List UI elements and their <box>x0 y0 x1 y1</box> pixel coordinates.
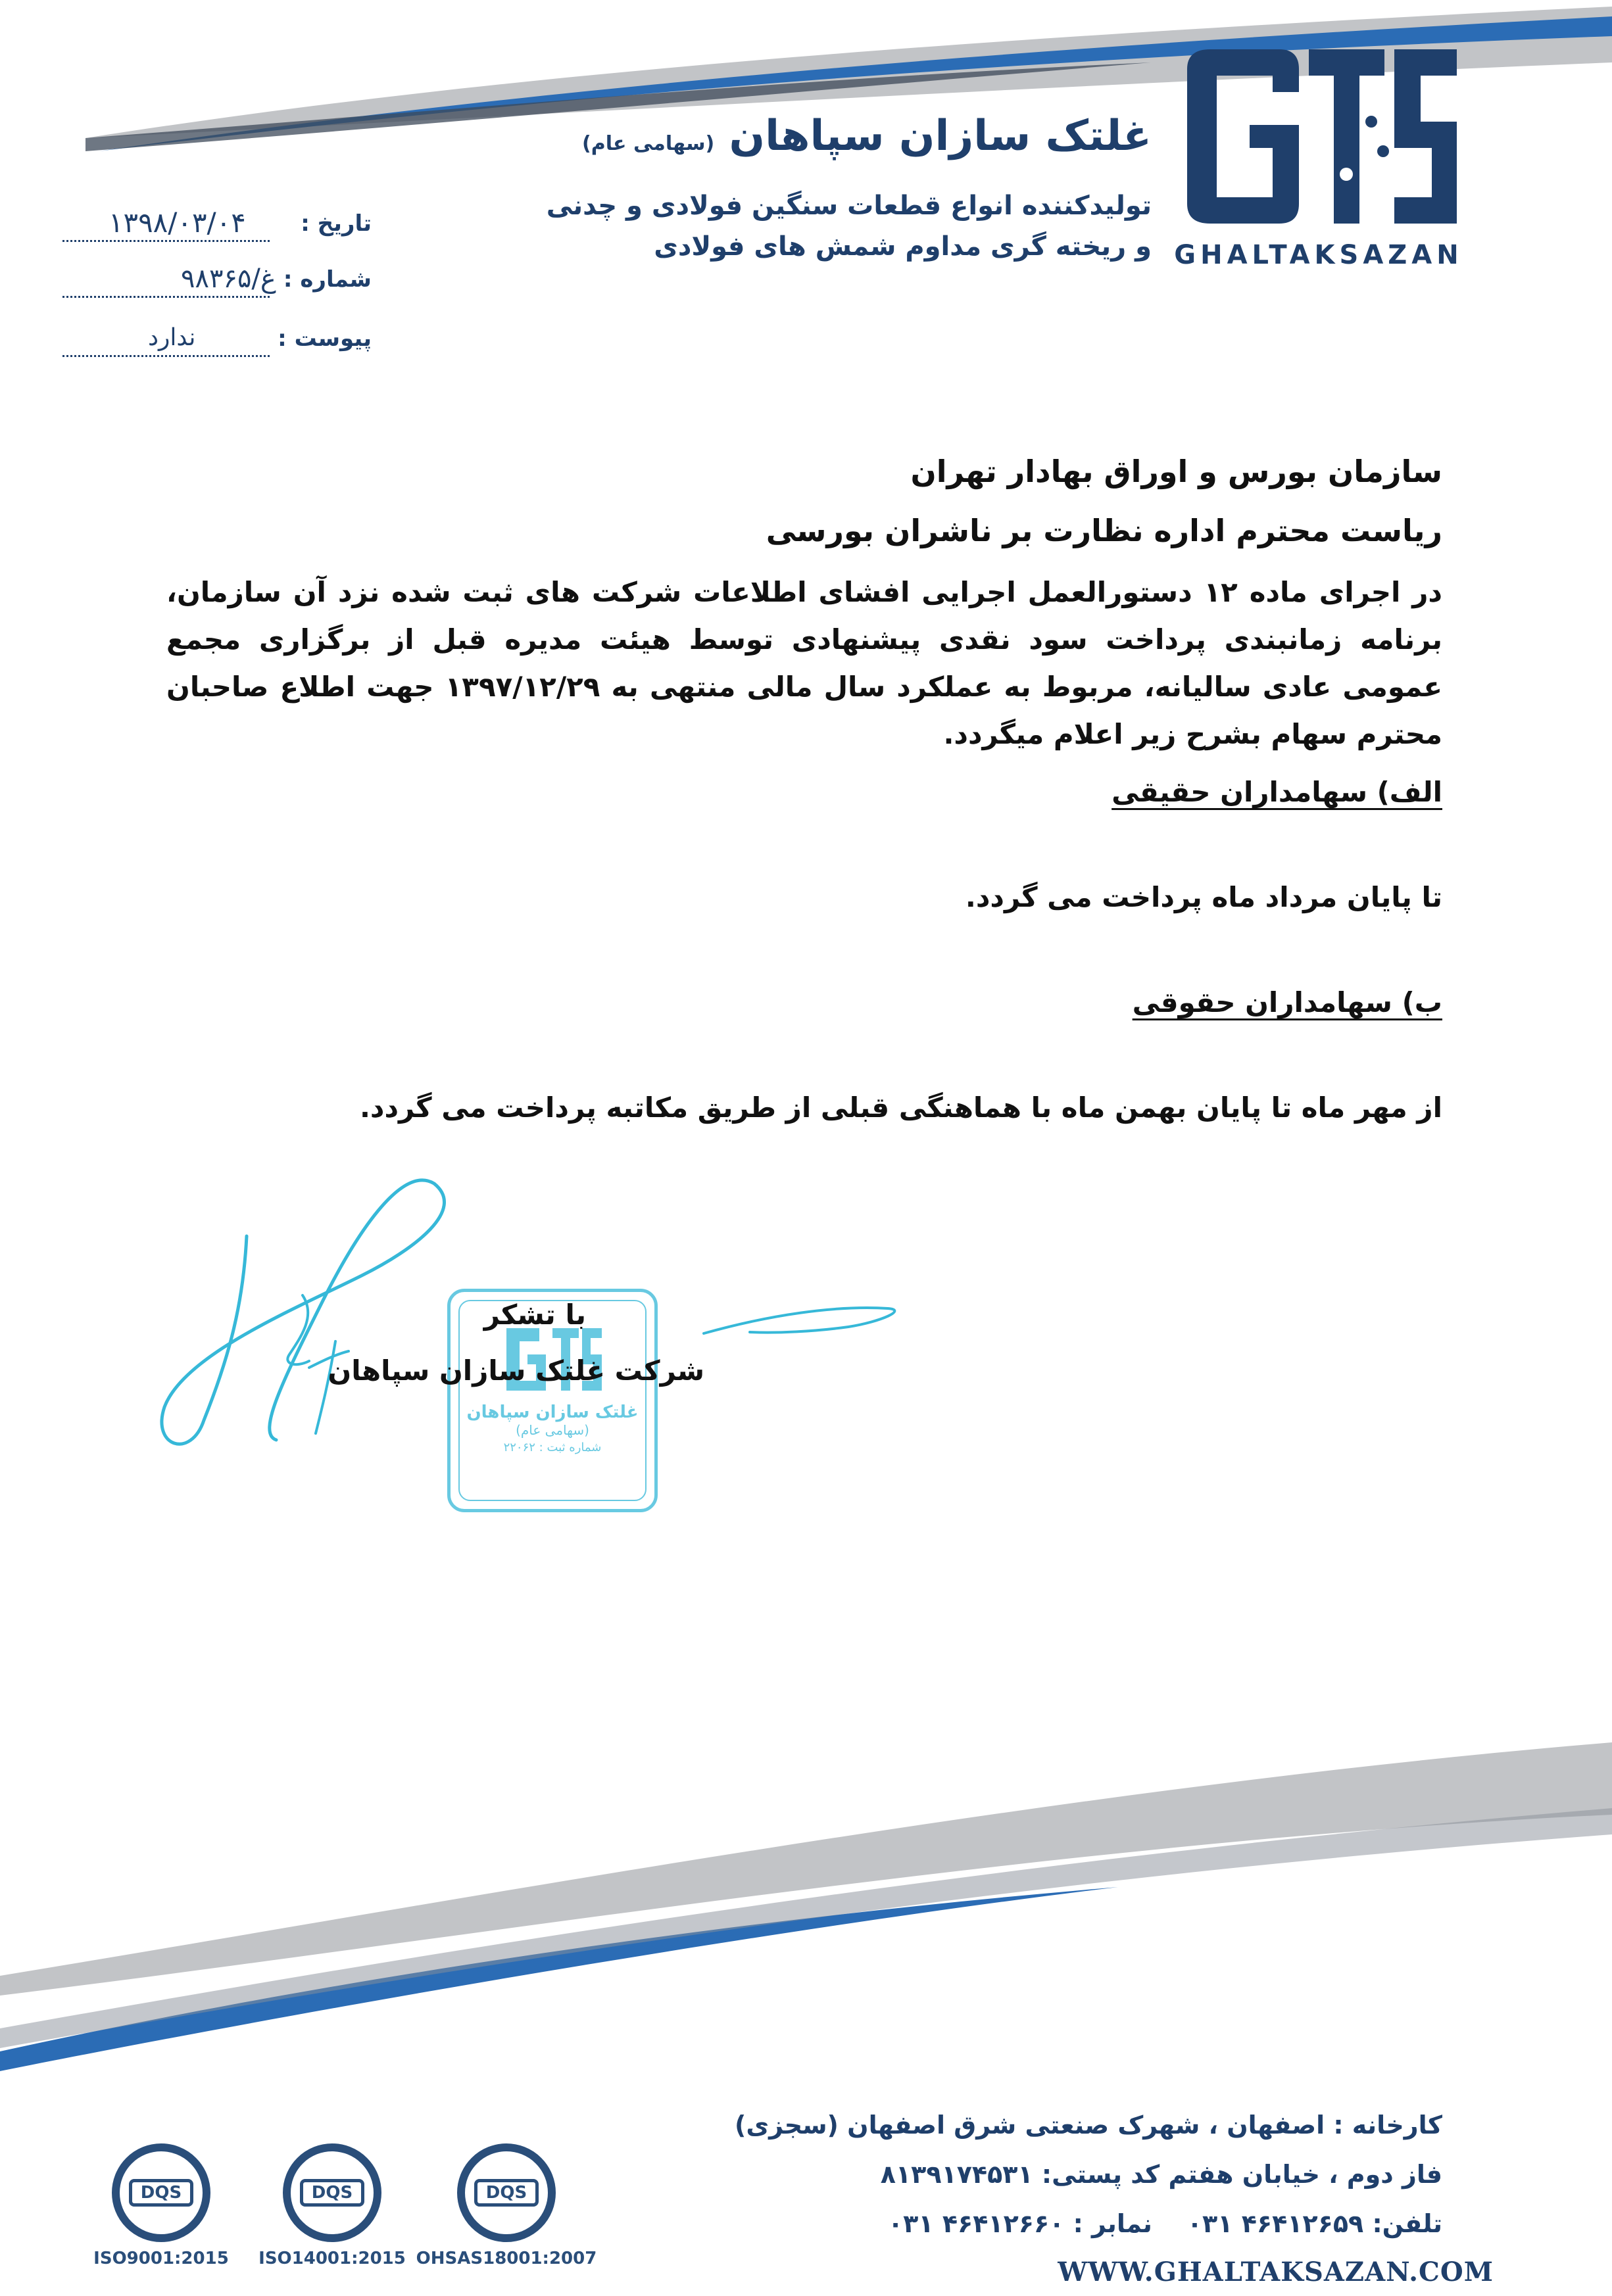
footer-website[interactable]: WWW.GHALTAKSAZAN.COM <box>1058 2257 1494 2287</box>
cert-ohsas18001 <box>414 2143 598 2268</box>
footer-address-line-2: فاز دوم ، خیابان هفتم کد پستی: ۸۱۳۹۱۷۴۵۳۱ <box>880 2160 1442 2189</box>
company-logo <box>1174 43 1463 273</box>
stamp-registration: شماره ثبت : ۲۲۰۶۲ <box>503 1441 602 1454</box>
recipient-line-2: ریاست محترم اداره نظارت بر ناشران بورسی <box>766 513 1442 548</box>
gts-logo-icon <box>1174 43 1463 233</box>
tagline-line-1: تولیدکننده انواع قطعات سنگین فولادی و چدنی <box>546 191 1152 221</box>
cert-label-iso14001: ISO14001:2015 <box>258 2249 406 2268</box>
cert-iso9001 <box>79 2143 243 2268</box>
section-b-text: از مهر ماه تا پایان بهمن ماه با هماهنگی قبلی از طریق مکاتبه پرداخت می گردد. <box>359 1091 1442 1124</box>
footer-phone-line: تلفن: ۴۶۴۱۲۶۵۹ ۰۳۱ نمابر : ۴۶۴۱۲۶۶۰ ۰۳۱ <box>887 2209 1442 2238</box>
number-row <box>62 266 372 306</box>
attachment-dotted-line <box>62 355 270 357</box>
cert-label-ohsas18001: OHSAS18001:2007 <box>416 2249 597 2268</box>
date-row <box>62 206 372 250</box>
company-type: (سهامی عام) <box>582 132 715 155</box>
attachment-row <box>62 325 372 365</box>
attachment-value: ندارد <box>148 324 196 351</box>
section-a-text: تا پایان مرداد ماه پرداخت می گردد. <box>965 881 1442 913</box>
number-label: شماره : <box>283 266 372 293</box>
section-a-title: الف) سهامداران حقیقی <box>1111 776 1442 808</box>
signer-company: شرکت غلتک سازان سپاهان <box>328 1354 704 1387</box>
date-dotted-line <box>62 240 270 242</box>
cert-iso14001 <box>250 2143 414 2268</box>
company-name-text: غلتک سازان سپاهان <box>729 112 1152 160</box>
recipient-line-1: سازمان بورس و اوراق بهادار تهران <box>910 454 1442 489</box>
stamp-company-type: (سهامی عام) <box>516 1422 589 1438</box>
company-name <box>582 112 1152 160</box>
ohsas18001-badge-icon <box>457 2143 556 2242</box>
logo-wordmark: GHALTAKSAZAN <box>1174 240 1463 270</box>
attachment-label: پیوست : <box>278 325 372 352</box>
closing-text: با تشکر <box>483 1299 586 1331</box>
number-value: ۹۸غ/۳۶۵ <box>181 264 276 294</box>
iso14001-badge-icon <box>283 2143 381 2242</box>
letter-paragraph: در اجرای ماده ۱۲ دستورالعمل اجرایی افشای اطلاعات شرکت های ثبت شده نزد آن سازمان، برنامه زمانبندی پرداخت سود نقدی پیشنهادی توسط هیئت مدیره قبل از برگزاری مجمع عمومی عادی سالیانه، مربوط به عملکرد سال مالی منتهی به ۱۳۹۷/۱۲/۲۹ جهت اطلاع صاحبان محترم سهام بشرح زیر اعلام میگردد. <box>166 576 1443 750</box>
stamp-company-name: غلتک سازان سپاهان <box>466 1402 639 1422</box>
section-b-title: ب) سهامداران حقوقی <box>1132 986 1442 1018</box>
iso14001-dqs-mark: DQS <box>300 2179 364 2207</box>
date-label: تاریخ : <box>301 210 372 237</box>
tagline-line-2: و ریخته گری مداوم شمش های فولادی <box>654 231 1152 262</box>
date-value: ۱۳۹۸/۰۳/۰۴ <box>109 206 246 239</box>
cert-label-iso9001: ISO9001:2015 <box>93 2249 229 2268</box>
iso9001-badge-icon <box>112 2143 210 2242</box>
iso9001-dqs-mark: DQS <box>129 2179 193 2207</box>
number-dotted-line <box>62 296 270 298</box>
ohsas18001-dqs-mark: DQS <box>474 2179 539 2207</box>
footer-address-line-1: کارخانه : اصفهان ، شهرک صنعتی شرق اصفهان (سجزی) <box>734 2111 1442 2140</box>
